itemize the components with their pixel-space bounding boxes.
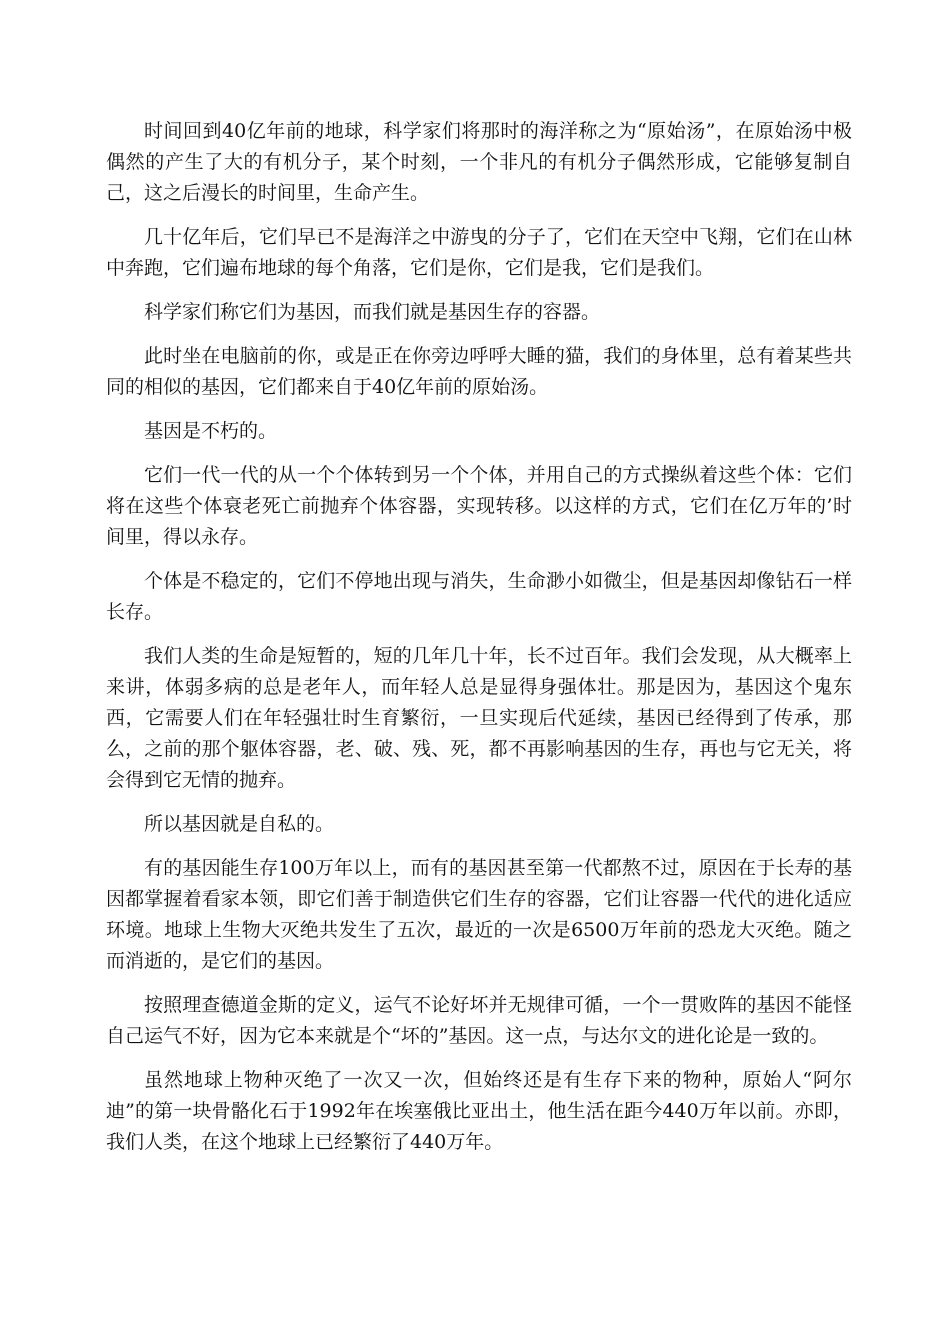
document-body bbox=[106, 116, 852, 1171]
paragraph-2: 几十亿年后，它们早已不是海洋之中游曳的分子了，它们在天空中飞翔，它们在山林中奔跑，它们遍布地球的每个角落，它们是你，它们是我，它们是我们。 bbox=[106, 226, 852, 279]
paragraph-11: 按照理查德道金斯的定义，运气不论好坏并无规律可循，一个一贯败阵的基因不能怪自己运气不好，因为它本来就是个“坏的”基因。这一点，与达尔文的进化论是一致的。 bbox=[106, 994, 852, 1047]
paragraph-10: 有的基因能生存100万年以上，而有的基因甚至第一代都熬不过，原因在于长寿的基因都掌握着看家本领，即它们善于制造供它们生存的容器，它们让容器一代代的进化适应环境。地球上生物大灭绝共发生了五次，最近的一次是6500万年前的恐龙大灭绝。随之而消逝的，是它们的基因。 bbox=[106, 857, 852, 972]
paragraph-12: 虽然地球上物种灭绝了一次又一次，但始终还是有生存下来的物种，原始人“阿尔迪”的第一块骨骼化石于1992年在埃塞俄比亚出土，他生活在距今440万年以前。亦即，我们人类，在这个地球上已经繁衍了440万年。 bbox=[106, 1069, 852, 1153]
paragraph-7: 个体是不稳定的，它们不停地出现与消失，生命渺小如微尘，但是基因却像钻石一样长存。 bbox=[106, 570, 852, 623]
paragraph-9: 所以基因就是自私的。 bbox=[144, 813, 335, 835]
paragraph-1: 时间回到40亿年前的地球，科学家们将那时的海洋称之为“原始汤”，在原始汤中极偶然的产生了大的有机分子，某个时刻，一个非凡的有机分子偶然形成，它能够复制自己，这之后漫长的时间里，生命产生。 bbox=[106, 120, 852, 204]
paragraph-5: 基因是不朽的。 bbox=[144, 420, 278, 442]
paragraph-4: 此时坐在电脑前的你，或是正在你旁边呼呼大睡的猫，我们的身体里，总有着某些共同的相似的基因，它们都来自于40亿年前的原始汤。 bbox=[106, 345, 852, 398]
paragraph-3: 科学家们称它们为基因，而我们就是基因生存的容器。 bbox=[144, 301, 601, 323]
paragraph-8: 我们人类的生命是短暂的，短的几年几十年，长不过百年。我们会发现，从大概率上来讲，体弱多病的总是老年人，而年轻人总是显得身强体壮。那是因为，基因这个鬼东西，它需要人们在年轻强壮时生育繁衍，一旦实现后代延续，基因已经得到了传承，那么，之前的那个躯体容器，老、破、残、死，都不再影响基因的生存，再也与它无关，将会得到它无情的抛弃。 bbox=[106, 645, 852, 791]
paragraph-6: 它们一代一代的从一个个体转到另一个个体，并用自己的方式操纵着这些个体：它们将在这些个体衰老死亡前抛弃个体容器，实现转移。以这样的方式，它们在亿万年的’时间里，得以永存。 bbox=[106, 464, 852, 548]
